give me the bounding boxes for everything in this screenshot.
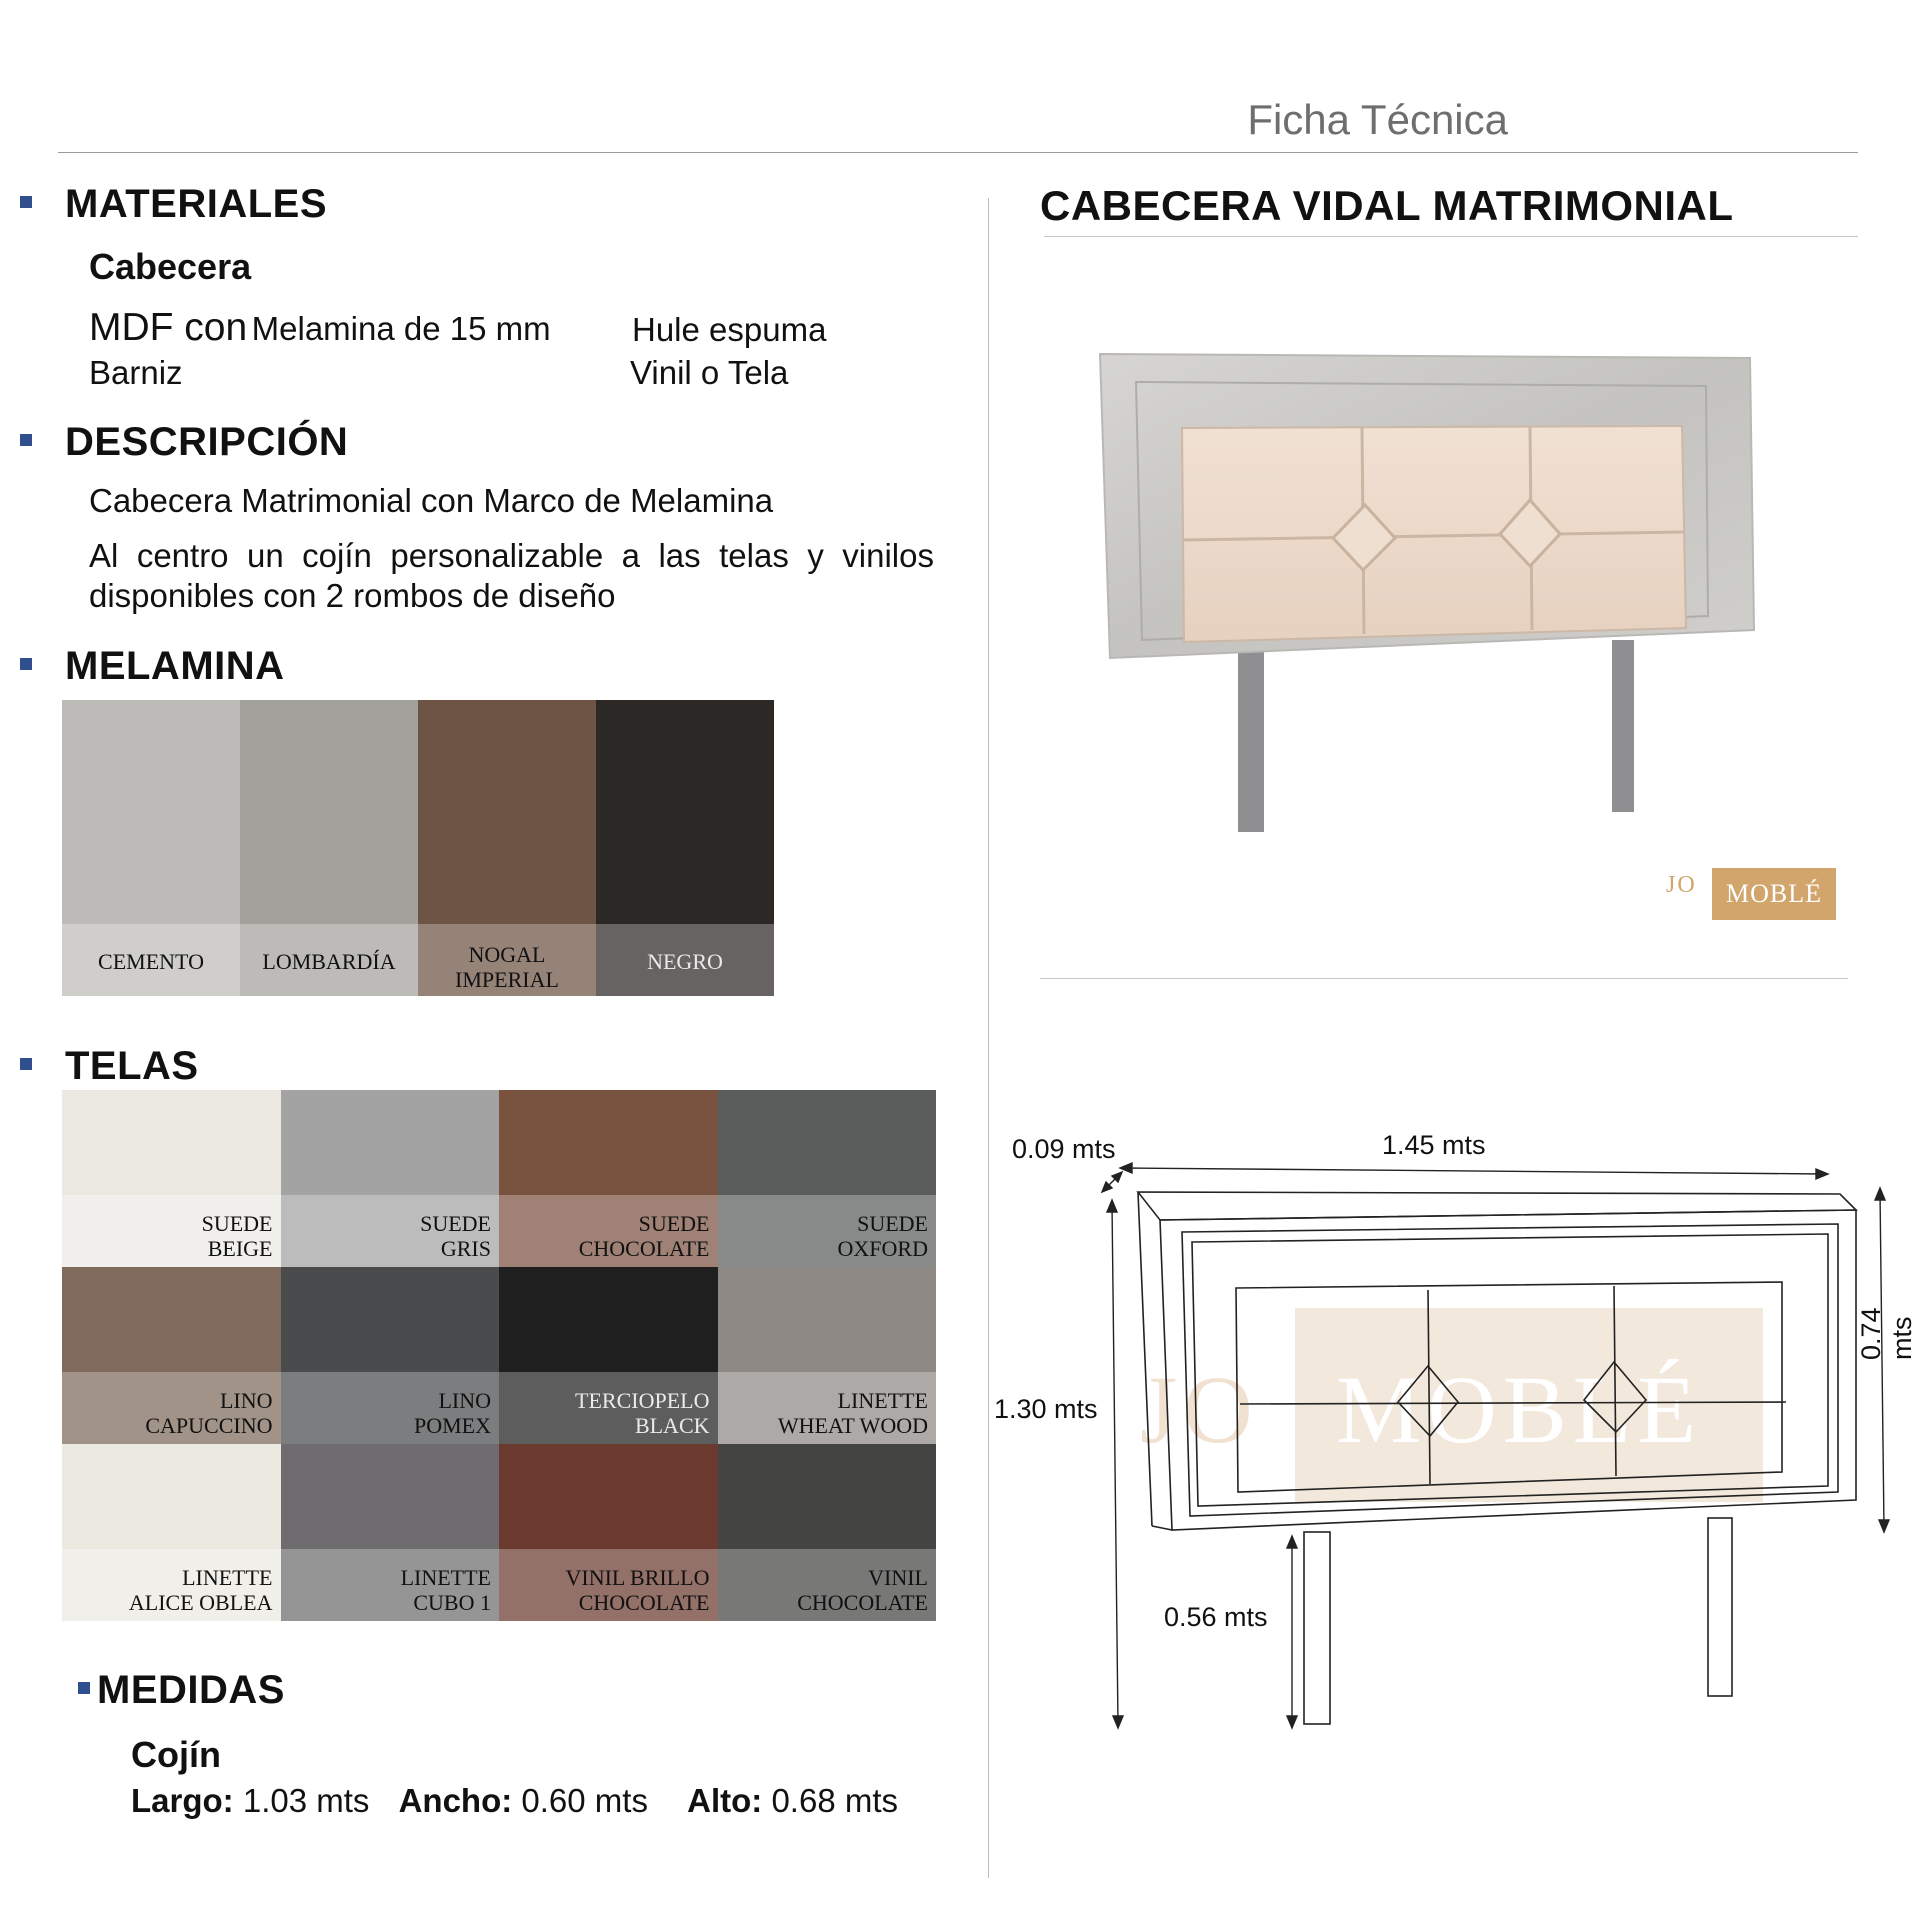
medidas-values (131, 1782, 898, 1820)
swatch-label-line1: VINIL (868, 1565, 928, 1590)
ancho-value: 0.60 mts (521, 1782, 648, 1819)
swatch (281, 1090, 500, 1267)
watermark-logo: MOBLÉ (1336, 1356, 1702, 1463)
medidas-heading: MEDIDAS (97, 1668, 285, 1712)
swatch-label (420, 1211, 491, 1261)
swatch-label (575, 1388, 709, 1438)
dim-leg: 0.56 mts (1164, 1602, 1268, 1632)
swatch-label-line2: OXFORD (837, 1236, 928, 1261)
descripcion-line2: Al centro un cojín personalizable a las telas y vinilos disponibles con 2 rombos de diseño (89, 537, 934, 614)
ancho-label: Ancho: (398, 1782, 513, 1819)
swatch-label-line2: CHOCOLATE (578, 1590, 710, 1615)
swatch-label-line2: GRIS (440, 1236, 491, 1261)
swatch-label (596, 949, 774, 974)
telas-heading: TELAS (65, 1044, 199, 1088)
bullet-icon (20, 658, 32, 670)
swatch-label-line1: LINO (438, 1388, 491, 1413)
swatch-label-line1: TERCIOPELO (575, 1388, 710, 1413)
bullet-icon (78, 1682, 90, 1694)
swatch-label-line2: WHEAT WOOD (777, 1413, 928, 1438)
swatch-label-line2: CAPUCCINO (145, 1413, 273, 1438)
swatch (499, 1090, 718, 1267)
dimension-drawing (1000, 1120, 1900, 1740)
swatch (718, 1444, 937, 1621)
descripcion-line1: Cabecera Matrimonial con Marco de Melamina (89, 482, 774, 519)
materiales-heading: MATERIALES (65, 182, 328, 226)
brand-logo-moble: MOBLÉ (1712, 868, 1836, 920)
column-divider (988, 198, 989, 1878)
swatch (718, 1090, 937, 1267)
swatch-label-line2: BLACK (634, 1413, 710, 1438)
materiales-sub: Cabecera (89, 246, 252, 287)
bullet-icon (20, 1058, 32, 1070)
medidas-sub: Cojín (131, 1734, 221, 1775)
swatch-label-line1: LINETTE (837, 1388, 928, 1413)
alto-label: Alto: (687, 1782, 763, 1819)
swatch-label (129, 1565, 273, 1615)
mdf-rest: Melamina de 15 mm (251, 310, 551, 347)
swatch (596, 700, 774, 996)
telas-swatches (62, 1090, 936, 1622)
product-photo (1090, 340, 1770, 860)
dim-depth: 0.09 mts (1012, 1134, 1116, 1164)
descripcion-heading: DESCRIPCIÓN (65, 420, 349, 464)
swatch-label-line2: IMPERIAL (455, 967, 559, 992)
bullet-icon (20, 434, 32, 446)
swatch-label-line1: NEGRO (647, 949, 723, 974)
swatch-label-line1: LINO (219, 1388, 273, 1413)
melamina-heading: MELAMINA (65, 644, 285, 688)
swatch (240, 700, 418, 996)
swatch-label-line1: CEMENTO (98, 949, 204, 974)
swatch-label-line1: LINETTE (182, 1565, 273, 1590)
swatch (418, 700, 596, 996)
watermark-logo: JO (1140, 1356, 1259, 1463)
swatch-label-line1: LOMBARDÍA (262, 949, 396, 974)
swatch (62, 1090, 281, 1267)
swatch-label-line2: POMEX (413, 1413, 491, 1438)
swatch-label (240, 949, 418, 974)
brand-logo-jo: JO (1666, 872, 1697, 898)
hule-text: Hule espuma (632, 311, 827, 348)
swatch (62, 1267, 281, 1444)
swatch-label-line2: ALICE OBLEA (128, 1590, 273, 1615)
largo-label: Largo: (131, 1782, 234, 1819)
swatch-label-line1: SUEDE (638, 1211, 710, 1236)
swatch-label (778, 1388, 928, 1438)
swatch-label-line2: CHOCOLATE (797, 1590, 928, 1615)
swatch (718, 1267, 937, 1444)
swatch-label-line1: SUEDE (201, 1211, 273, 1236)
dim-height-total: 1.30 mts (994, 1394, 1098, 1424)
swatch (281, 1267, 500, 1444)
swatch-label (418, 942, 596, 992)
swatch-label-line1: SUEDE (420, 1211, 491, 1236)
mdf-line (89, 306, 551, 350)
swatch (281, 1444, 500, 1621)
header-title: Ficha Técnica (1247, 96, 1508, 143)
bullet-icon (20, 196, 32, 208)
swatch-label (566, 1565, 710, 1615)
swatch-label (838, 1211, 928, 1261)
barniz-text: Barniz (89, 354, 183, 391)
swatch (62, 1444, 281, 1621)
swatch-label (797, 1565, 928, 1615)
swatch-label-line1: VINIL BRILLO (565, 1565, 710, 1590)
swatch-label (202, 1211, 273, 1261)
swatch-label (62, 949, 240, 974)
product-title: CABECERA VIDAL MATRIMONIAL (1040, 182, 1734, 229)
swatch-label-line2: CHOCOLATE (578, 1236, 710, 1261)
dim-height-frame: 0.74 mts (1856, 1307, 1917, 1360)
swatch (62, 700, 240, 996)
melamina-swatches (62, 700, 774, 996)
swatch-label-line2: CUBO 1 (413, 1590, 491, 1615)
swatch-label-line1: LINETTE (400, 1565, 491, 1590)
swatch-label (401, 1565, 491, 1615)
swatch-label (145, 1388, 272, 1438)
dim-width: 1.45 mts (1382, 1130, 1486, 1160)
largo-value: 1.03 mts (242, 1782, 370, 1819)
swatch-label-line2: BEIGE (207, 1236, 273, 1261)
title-divider (1044, 236, 1858, 237)
vinil-text: Vinil o Tela (630, 354, 789, 391)
leg-left (1238, 652, 1264, 832)
swatch (499, 1267, 718, 1444)
swatch-label-line1: SUEDE (857, 1211, 928, 1236)
alto-value: 0.68 mts (771, 1782, 899, 1819)
photo-divider (1040, 978, 1848, 979)
swatch (499, 1444, 718, 1621)
swatch-label-line1: NOGAL (468, 942, 546, 967)
swatch-label (579, 1211, 710, 1261)
mdf-prefix: MDF con (89, 306, 248, 349)
header-divider (58, 152, 1858, 153)
leg-right (1612, 640, 1634, 812)
swatch-label (414, 1388, 491, 1438)
